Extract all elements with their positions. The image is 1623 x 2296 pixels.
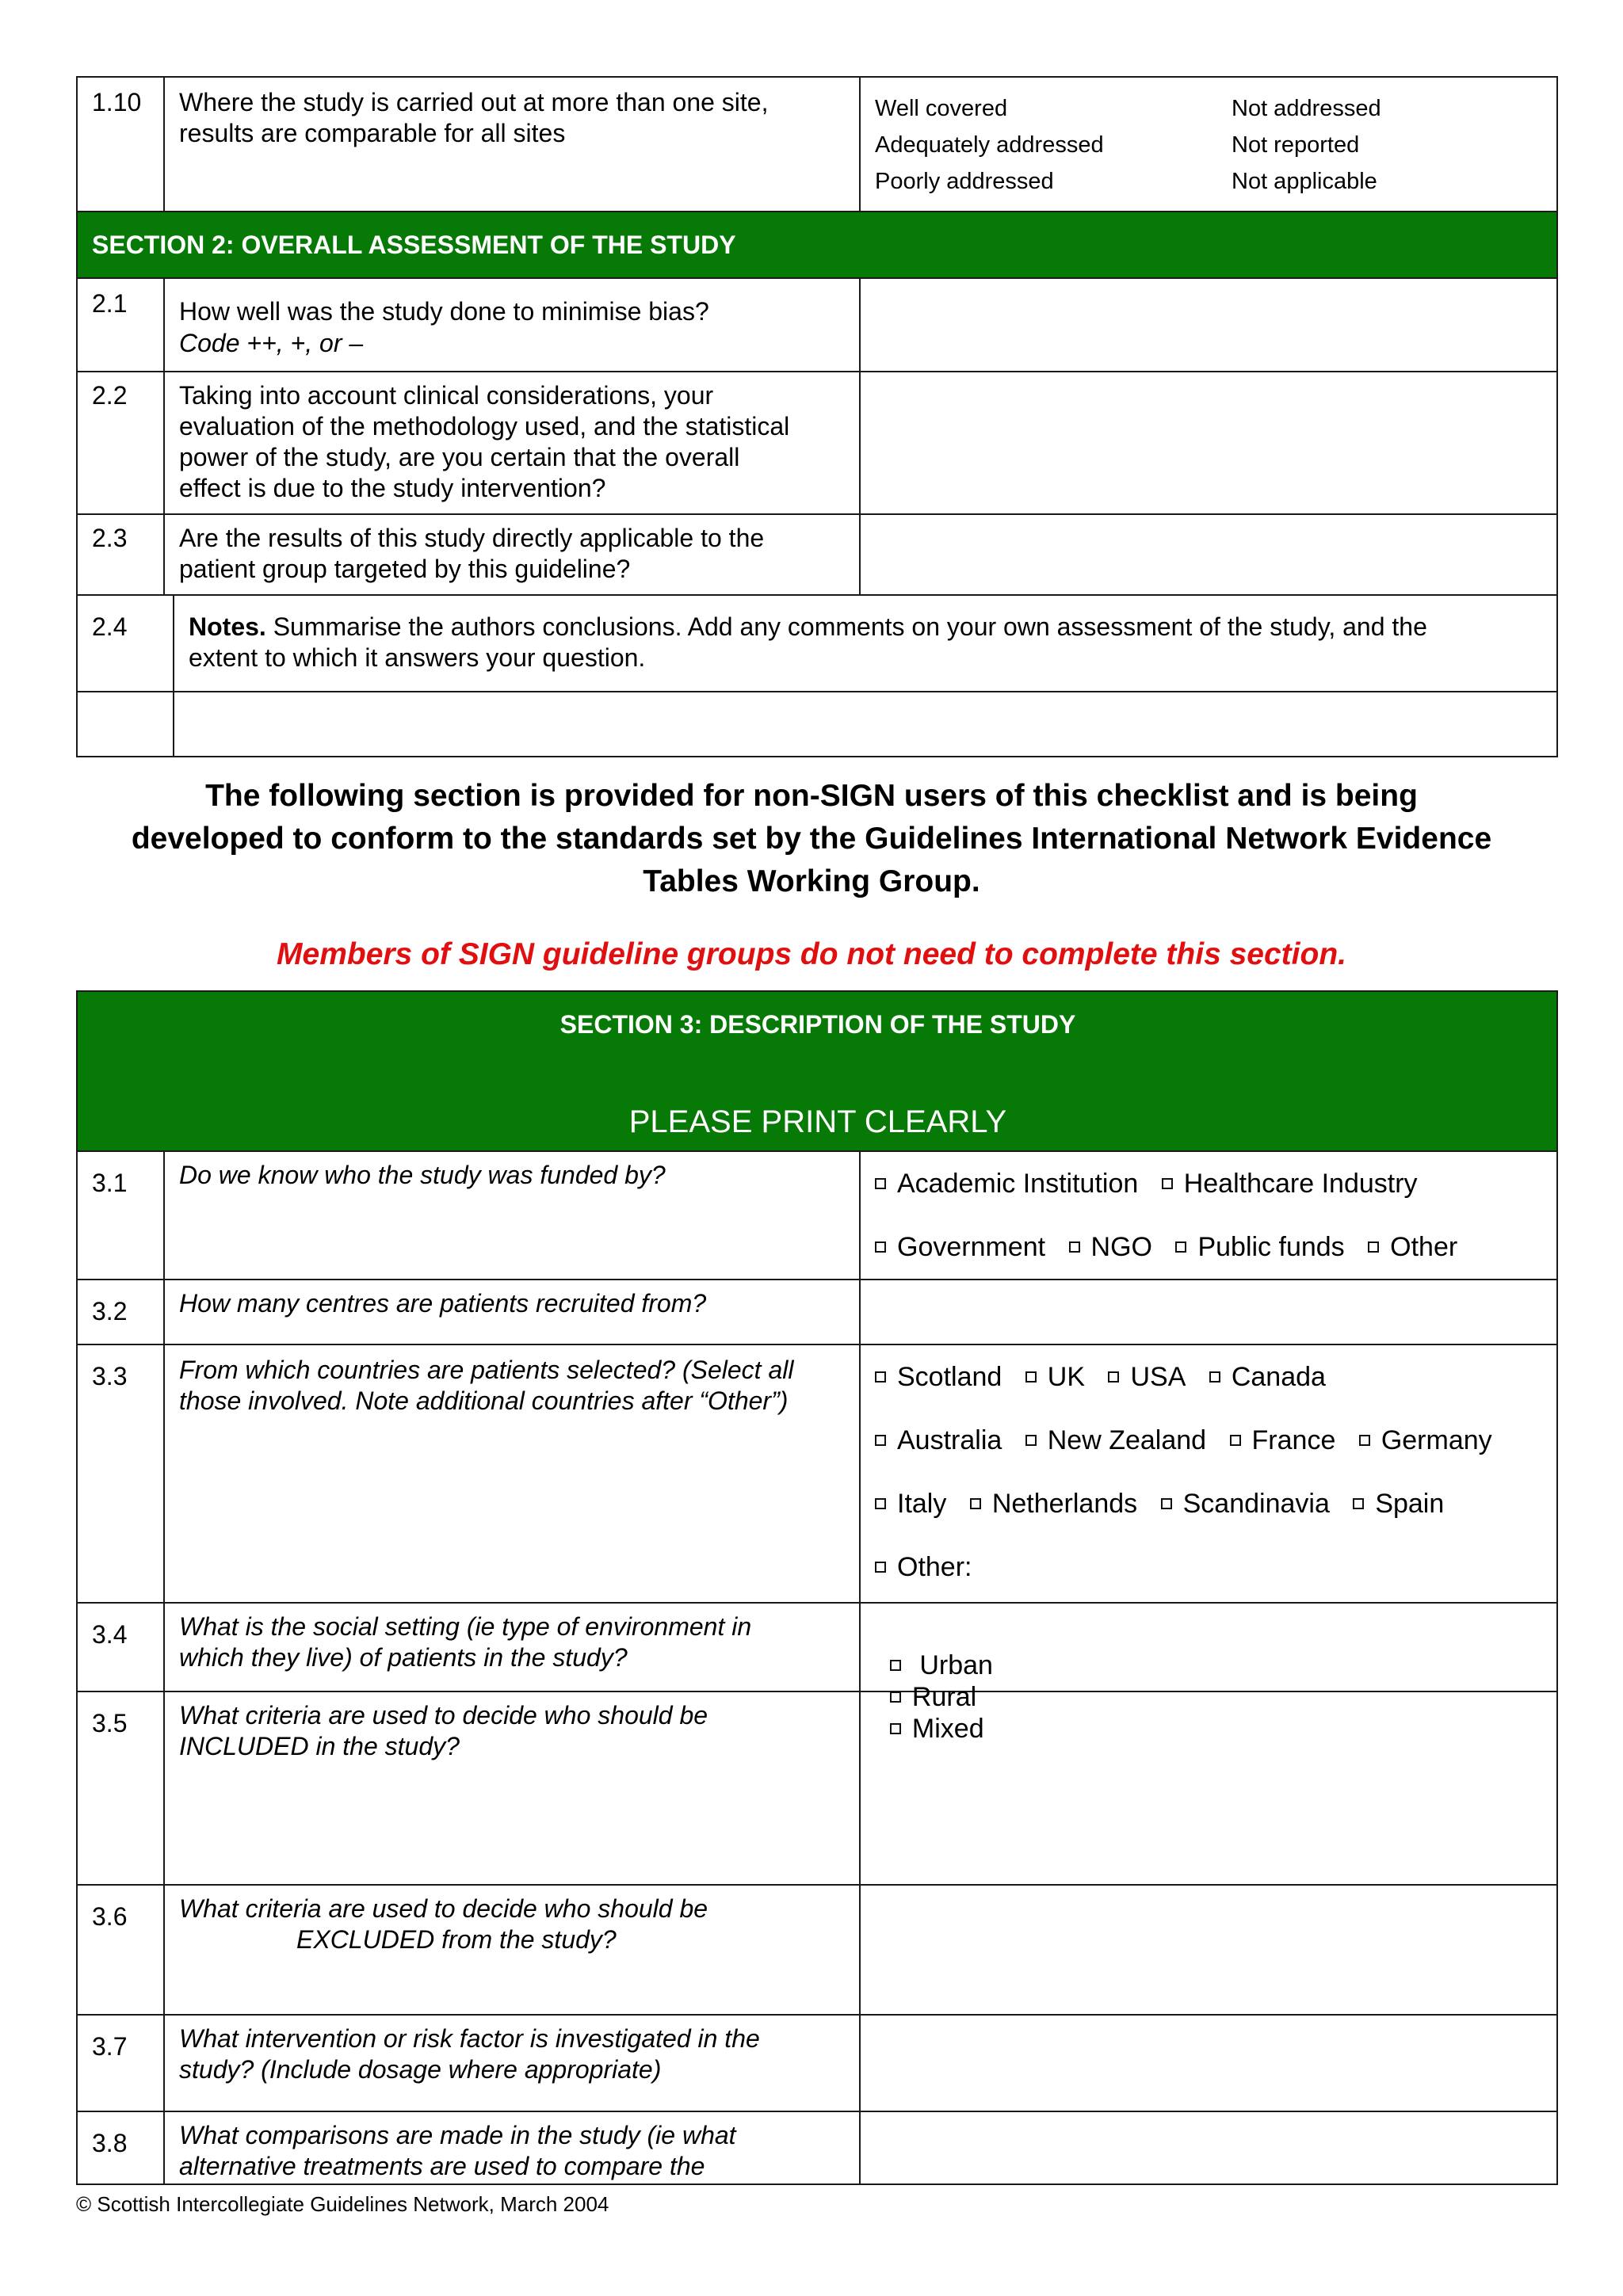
notes-label: Notes. — [189, 612, 266, 641]
checkbox-icon[interactable] — [1025, 1371, 1037, 1383]
question-text: What is the social setting (ie type of environment in — [179, 1612, 752, 1641]
checkbox-icon[interactable] — [1025, 1435, 1037, 1446]
question-number: 3.3 — [92, 1362, 128, 1390]
members-note: Members of SIGN guideline groups do not need to complete this section. — [277, 937, 1346, 971]
question-text: results are comparable for all sites — [179, 119, 566, 147]
checkbox-icon[interactable] — [1359, 1435, 1370, 1446]
checkbox-option[interactable]: Mixed — [890, 1714, 984, 1744]
checkbox-icon[interactable] — [875, 1498, 886, 1509]
country-options — [875, 1361, 1342, 1393]
country-options — [875, 1425, 1508, 1456]
question-text: From which countries are patients selected? (Select all — [179, 1356, 794, 1384]
checkbox-option[interactable]: Academic Institution — [875, 1169, 1138, 1199]
checkbox-option[interactable]: Other: — [875, 1552, 972, 1582]
rating-option[interactable]: Well covered — [875, 96, 1008, 121]
notice-line: developed to conform to the standards set by the Guidelines International Network Evidence — [131, 822, 1492, 856]
question-text: What comparisons are made in the study (ie what — [179, 2121, 736, 2149]
question-text: Do we know who the study was funded by? — [179, 1161, 666, 1189]
answer-cell[interactable] — [861, 279, 1556, 371]
section-2-title: SECTION 2: OVERALL ASSESSMENT OF THE STUDY — [92, 231, 736, 259]
checkbox-icon[interactable] — [875, 1241, 886, 1253]
question-text: power of the study, are you certain that the overall — [179, 443, 740, 471]
question-text: those involved. Note additional countries after “Other”) — [179, 1386, 789, 1415]
question-text: Where the study is carried out at more than one site, — [179, 88, 769, 116]
notes-text — [189, 612, 1427, 643]
question-number: 3.5 — [92, 1709, 128, 1737]
copyright-footer: © Scottish Intercollegiate Guidelines Network, March 2004 — [76, 2192, 609, 2216]
question-text: How well was the study done to minimise bias? — [179, 297, 709, 326]
checkbox-option[interactable]: Italy — [875, 1489, 946, 1519]
answer-cell[interactable] — [861, 1280, 1556, 1344]
country-options — [875, 1488, 1460, 1520]
question-number: 3.2 — [92, 1297, 128, 1325]
checkbox-option[interactable]: UK — [1025, 1362, 1085, 1392]
checkbox-option[interactable]: USA — [1108, 1362, 1186, 1392]
checkbox-icon[interactable] — [1162, 1178, 1173, 1189]
question-text: study? (Include dosage where appropriate) — [179, 2055, 662, 2084]
question-number: 2.1 — [92, 289, 128, 318]
checkbox-option[interactable]: Other — [1368, 1232, 1457, 1262]
checkbox-option[interactable]: France — [1230, 1425, 1336, 1455]
checkbox-option[interactable]: Spain — [1353, 1489, 1444, 1519]
answer-cell[interactable] — [861, 372, 1556, 513]
question-text: evaluation of the methodology used, and the statistical — [179, 412, 790, 441]
answer-cell[interactable] — [861, 2112, 1556, 2183]
checkbox-icon[interactable] — [1069, 1241, 1080, 1253]
checkbox-option[interactable]: Germany — [1359, 1425, 1492, 1455]
notes-text: extent to which it answers your question. — [189, 643, 646, 672]
question-number: 3.4 — [92, 1620, 128, 1649]
question-text: What intervention or risk factor is investigated in the — [179, 2024, 760, 2053]
checkbox-icon[interactable] — [1209, 1371, 1220, 1383]
notes-answer-cell[interactable] — [174, 692, 1556, 756]
checkbox-option[interactable]: Scandinavia — [1161, 1489, 1330, 1519]
funding-options — [875, 1168, 1434, 1199]
checkbox-icon[interactable] — [875, 1178, 886, 1189]
question-hint: Code ++, +, or – — [179, 329, 364, 357]
checkbox-option[interactable]: Government — [875, 1232, 1045, 1262]
question-number: 3.8 — [92, 2129, 128, 2157]
question-text: EXCLUDED from the study? — [296, 1925, 617, 1954]
rating-option[interactable]: Not addressed — [1232, 96, 1381, 121]
checkbox-option[interactable]: Canada — [1209, 1362, 1326, 1392]
rating-option[interactable]: Not applicable — [1232, 169, 1377, 194]
question-text: alternative treatments are used to compare the — [179, 2152, 705, 2180]
checkbox-icon[interactable] — [1161, 1498, 1172, 1509]
question-text: effect is due to the study intervention? — [179, 474, 606, 502]
checkbox-icon[interactable] — [970, 1498, 981, 1509]
rating-option[interactable]: Not reported — [1232, 132, 1360, 158]
notes-instruction: Summarise the authors conclusions. Add any comments on your own assessment of the study, and the — [265, 612, 1427, 641]
question-number: 1.10 — [92, 88, 142, 116]
question-text: Taking into account clinical considerations, your — [179, 381, 714, 410]
checkbox-option[interactable]: Urban — [890, 1650, 993, 1680]
funding-options — [875, 1231, 1473, 1263]
checkbox-option[interactable]: Rural — [890, 1682, 976, 1712]
country-options — [875, 1551, 987, 1583]
notice-line: The following section is provided for non-SIGN users of this checklist and is being — [205, 779, 1418, 813]
question-text: patient group targeted by this guideline? — [179, 555, 631, 583]
question-number: 2.4 — [92, 612, 128, 641]
answer-cell[interactable] — [861, 1692, 1556, 1884]
checkbox-icon[interactable] — [875, 1371, 886, 1383]
rating-option[interactable]: Poorly addressed — [875, 169, 1054, 194]
checkbox-icon[interactable] — [1353, 1498, 1364, 1509]
question-number: 2.2 — [92, 381, 128, 410]
checkbox-icon[interactable] — [890, 1660, 901, 1671]
checkbox-icon[interactable] — [875, 1435, 886, 1446]
answer-cell[interactable] — [861, 2016, 1556, 2111]
question-number: 3.1 — [92, 1169, 128, 1197]
checkbox-option[interactable]: Netherlands — [970, 1489, 1137, 1519]
checkbox-option[interactable]: Australia — [875, 1425, 1002, 1455]
checkbox-option[interactable]: Public funds — [1175, 1232, 1344, 1262]
checkbox-icon[interactable] — [1175, 1241, 1186, 1253]
checkbox-icon[interactable] — [1368, 1241, 1379, 1253]
checkbox-option[interactable]: Healthcare Industry — [1162, 1169, 1418, 1199]
checkbox-icon[interactable] — [875, 1562, 886, 1573]
question-text: which they live) of patients in the study? — [179, 1643, 628, 1672]
question-number: 3.7 — [92, 2032, 128, 2061]
checkbox-icon[interactable] — [1108, 1371, 1119, 1383]
question-number: 3.6 — [92, 1902, 128, 1931]
question-text: What criteria are used to decide who should be — [179, 1701, 708, 1730]
checkbox-icon[interactable] — [1230, 1435, 1241, 1446]
rating-option[interactable]: Adequately addressed — [875, 132, 1104, 158]
print-clearly-note: PLEASE PRINT CLEARLY — [628, 1104, 1007, 1139]
question-text: Are the results of this study directly applicable to the — [179, 524, 765, 552]
answer-cell[interactable] — [861, 1886, 1556, 2014]
checkbox-option[interactable]: Scotland — [875, 1362, 1002, 1392]
question-number: 2.3 — [92, 524, 128, 552]
question-text: What criteria are used to decide who should be — [179, 1894, 708, 1923]
notice-line: Tables Working Group. — [643, 864, 980, 898]
question-text: INCLUDED in the study? — [179, 1732, 460, 1760]
section-3-title: SECTION 3: DESCRIPTION OF THE STUDY — [559, 1010, 1076, 1039]
checkbox-option[interactable]: NGO — [1069, 1232, 1152, 1262]
question-text: How many centres are patients recruited from? — [179, 1289, 707, 1318]
answer-cell[interactable] — [861, 515, 1556, 594]
checkbox-option[interactable]: New Zealand — [1025, 1425, 1206, 1455]
